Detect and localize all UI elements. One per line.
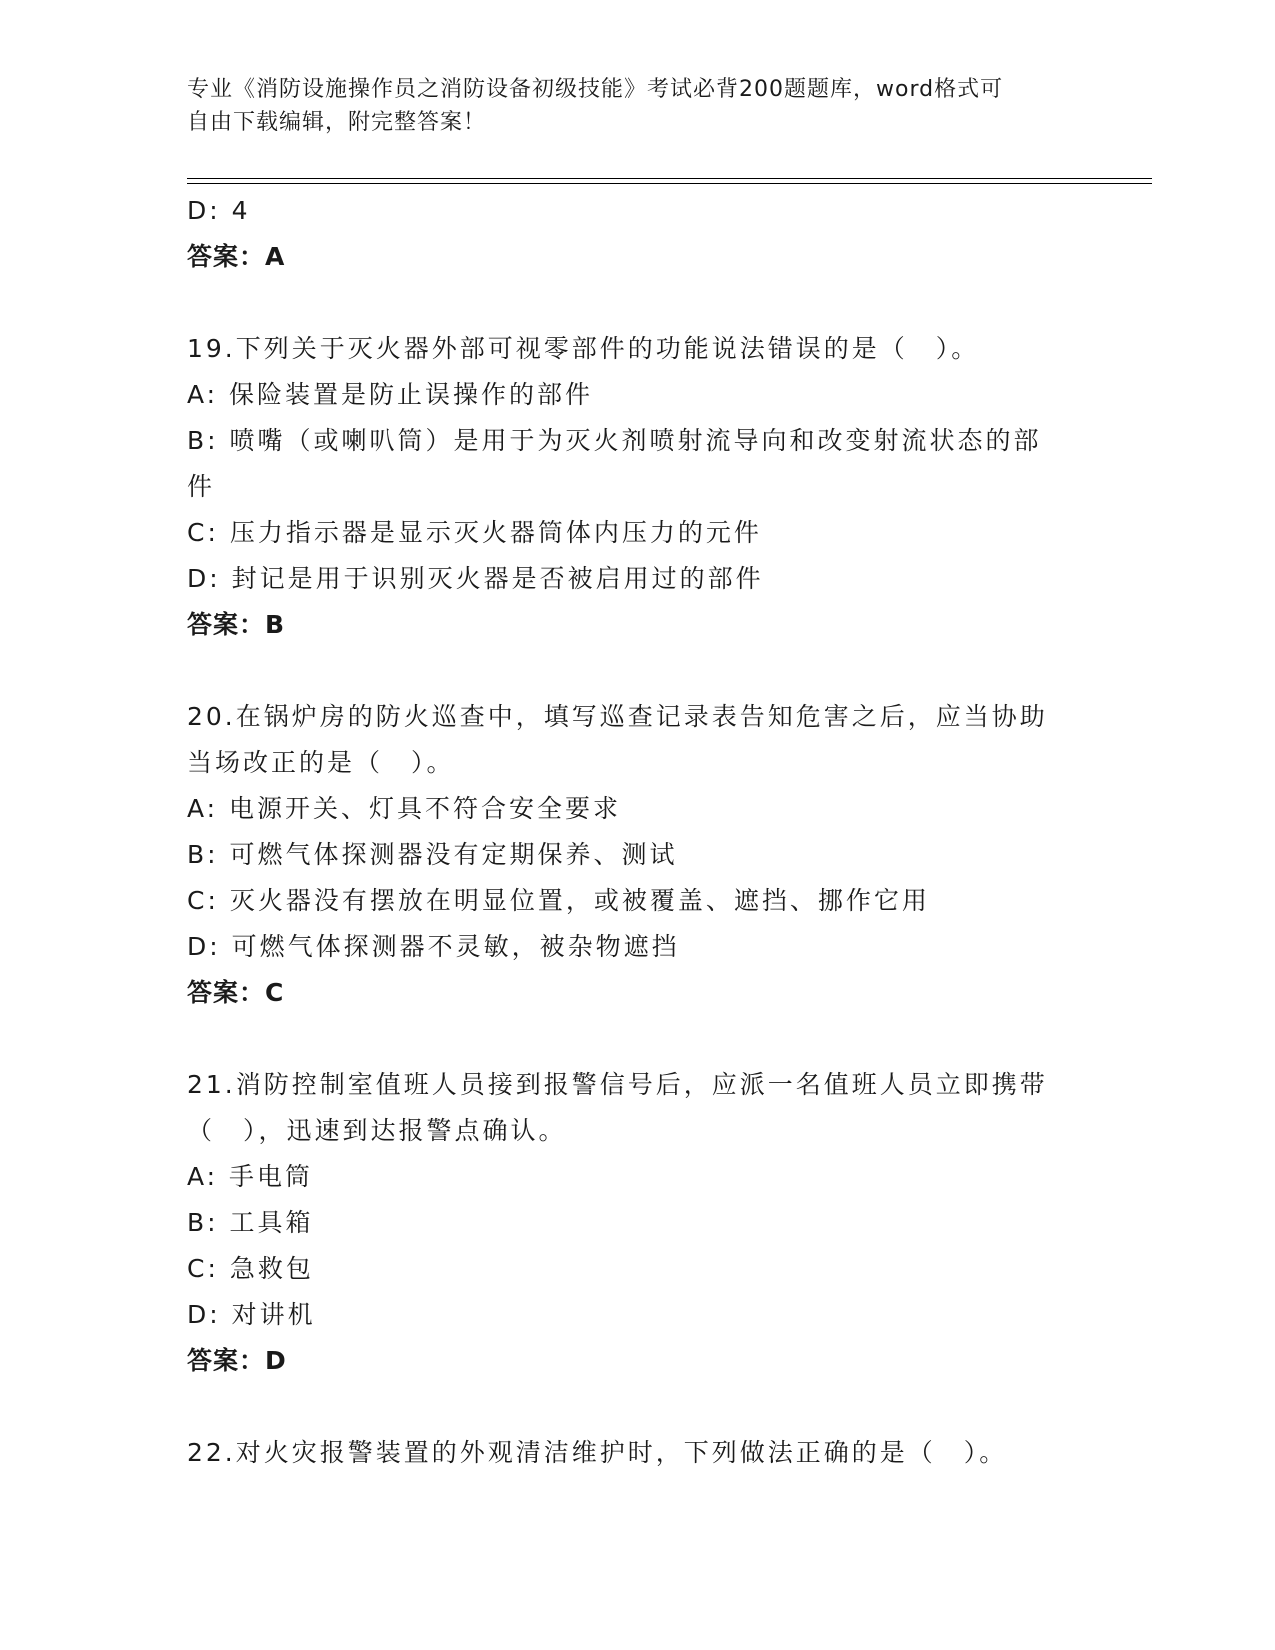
header-divider-thin bbox=[187, 183, 1152, 184]
option-a: A: 保险装置是防止误操作的部件 bbox=[187, 380, 594, 409]
question-19 bbox=[187, 326, 1087, 648]
answer: 答案：C bbox=[187, 978, 285, 1007]
option-c: C: 急救包 bbox=[187, 1254, 314, 1283]
option-b: B: 可燃气体探测器没有定期保养、测试 bbox=[187, 840, 678, 869]
question-stem-continued: 当场改正的是（ ）。 bbox=[187, 748, 455, 777]
question-22 bbox=[187, 1430, 1087, 1476]
option-b: B: 工具箱 bbox=[187, 1208, 314, 1237]
answer: 答案：D bbox=[187, 1346, 287, 1375]
option-b: B: 喷嘴（或喇叭筒）是用于为灭火剂喷射流导向和改变射流状态的部 bbox=[187, 426, 1042, 455]
option-d: D: 可燃气体探测器不灵敏，被杂物遮挡 bbox=[187, 932, 680, 961]
question-21 bbox=[187, 1062, 1087, 1384]
option-a: A: 电源开关、灯具不符合安全要求 bbox=[187, 794, 622, 823]
spacer bbox=[187, 1384, 1087, 1430]
question-content bbox=[187, 188, 1087, 1476]
carry-over-option-d: D: 4 bbox=[187, 196, 251, 225]
question-20 bbox=[187, 694, 1087, 1016]
spacer bbox=[187, 280, 1087, 326]
question-stem-continued: （ ），迅速到达报警点确认。 bbox=[187, 1116, 567, 1145]
spacer bbox=[187, 1016, 1087, 1062]
question-stem: 22.对火灾报警装置的外观清洁维护时，下列做法正确的是（ ）。 bbox=[187, 1438, 1008, 1467]
page-header bbox=[187, 73, 1067, 139]
option-b-continued: 件 bbox=[187, 472, 216, 501]
option-d: D: 封记是用于识别灭火器是否被启用过的部件 bbox=[187, 564, 764, 593]
carry-over-answer: 答案：A bbox=[187, 242, 286, 271]
spacer bbox=[187, 648, 1087, 694]
option-c: C: 压力指示器是显示灭火器筒体内压力的元件 bbox=[187, 518, 762, 547]
answer: 答案：B bbox=[187, 610, 286, 639]
option-d: D: 对讲机 bbox=[187, 1300, 316, 1329]
header-line-2: 自由下载编辑，附完整答案！ bbox=[187, 110, 487, 135]
header-line-1: 专业《消防设施操作员之消防设备初级技能》考试必背200题题库，word格式可 bbox=[187, 77, 1004, 102]
question-stem: 20.在锅炉房的防火巡查中，填写巡查记录表告知危害之后，应当协助 bbox=[187, 702, 1048, 731]
option-c: C: 灭火器没有摆放在明显位置，或被覆盖、遮挡、挪作它用 bbox=[187, 886, 930, 915]
option-a: A: 手电筒 bbox=[187, 1162, 314, 1191]
question-stem: 19.下列关于灭火器外部可视零部件的功能说法错误的是（ ）。 bbox=[187, 334, 980, 363]
header-divider-thick bbox=[187, 178, 1152, 179]
question-stem: 21.消防控制室值班人员接到报警信号后，应派一名值班人员立即携带 bbox=[187, 1070, 1048, 1099]
